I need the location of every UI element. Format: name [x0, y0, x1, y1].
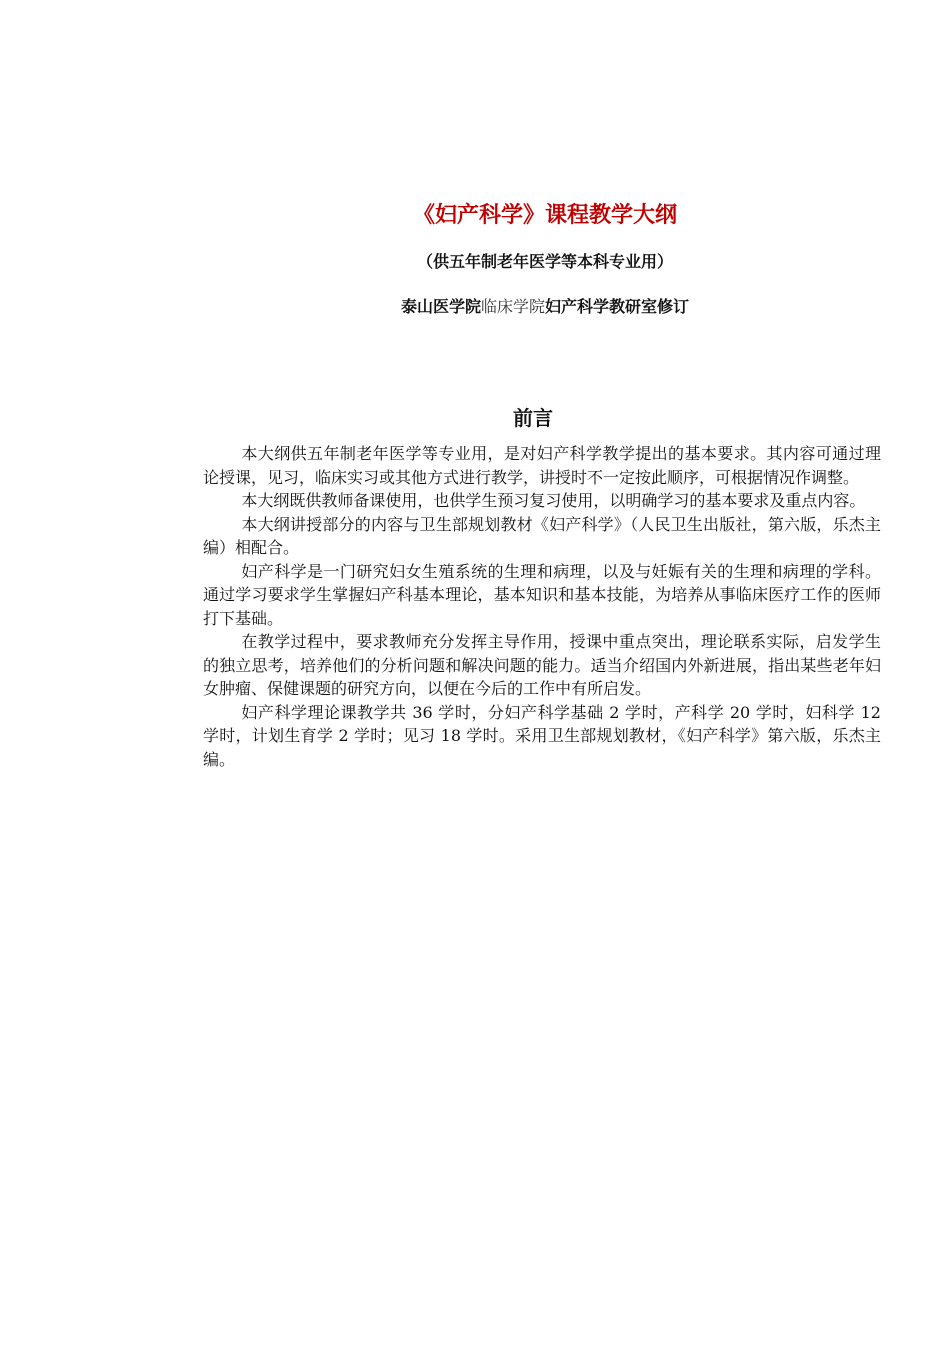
paragraph: 在教学过程中，要求教师充分发挥主导作用，授课中重点突出，理论联系实际，启发学生的独立思考，培养他们的分析问题和解决问题的能力。适当介绍国内外新进展，指出某些老年妇女肿瘤、保健课题的研究方向，以便在今后的工作中有所启发。 [203, 632, 881, 698]
paragraph: 妇产科学是一门研究妇女生殖系统的生理和病理，以及与妊娠有关的生理和病理的学科。通过学习要求学生掌握妇产科基本理论，基本知识和基本技能，为培养从事临床医疗工作的医师打下基础。 [203, 561, 881, 628]
reviser-department: 妇产科学教研室修订 [545, 297, 690, 316]
reviser-institution: 泰山医学院 [400, 297, 481, 316]
paragraph: 本大纲既供教师备课使用，也供学生预习复习使用，以明确学习的基本要求及重点内容。 [241, 491, 866, 510]
paragraph: 本大纲供五年制老年医学等专业用，是对妇产科学教学提出的基本要求。其内容可通过理论授课，见习，临床实习或其他方式进行教学，讲授时不一定按此顺序，可根据情况作调整。 [203, 444, 881, 487]
paragraph: 妇产科学理论课教学共 36 学时，分妇产科学基础 2 学时，产科学 20 学时，妇科学 12 学时，计划生育学 2 学时；见习 18 学时。采用卫生部规划教材，《妇产科学》第六版，乐杰主编。 [203, 702, 881, 769]
paragraph: 本大纲讲授部分的内容与卫生部规划教材《妇产科学》（人民卫生出版社，第六版，乐杰主编）相配合。 [203, 514, 881, 557]
document-title: 《妇产科学》课程教学大纲 [412, 202, 677, 228]
preface-heading: 前言 [513, 406, 553, 430]
reviser-line [0, 294, 952, 317]
preface-body [203, 442, 881, 771]
reviser-college: 临床学院 [480, 297, 545, 316]
document-subtitle: （供五年制老年医学等本科专业用） [416, 252, 673, 271]
